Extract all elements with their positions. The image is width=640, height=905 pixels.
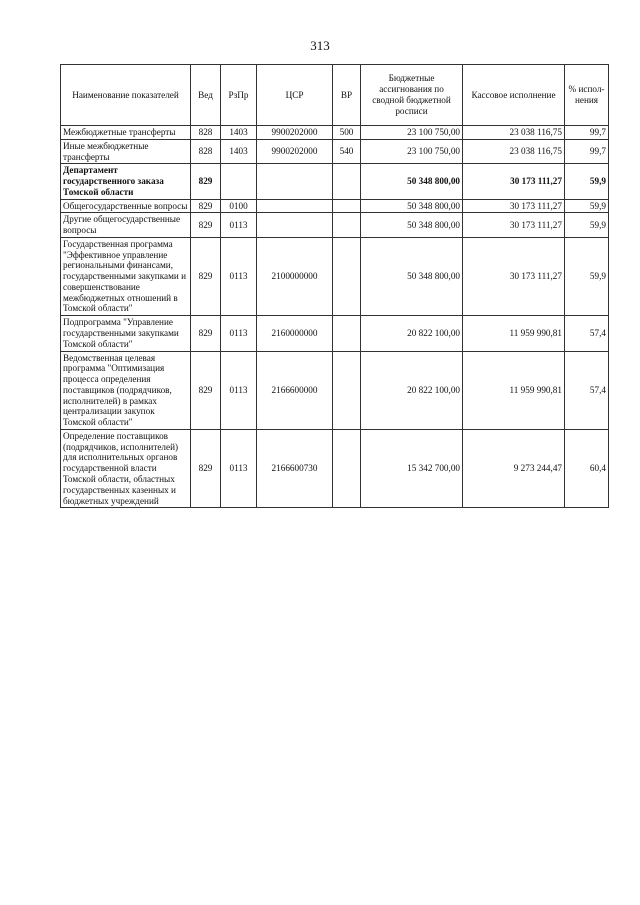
- header-name: Наименование показателей: [61, 65, 191, 126]
- table-header-row: [61, 65, 609, 126]
- row-csr: [257, 199, 333, 213]
- row-pct: 60,4: [565, 429, 609, 507]
- row-pct: 57,4: [565, 316, 609, 351]
- table-row: [61, 429, 609, 507]
- header-cash: Кассовое исполнение: [463, 65, 565, 126]
- row-rzpr: [221, 164, 257, 199]
- row-cash: 11 959 990,81: [463, 351, 565, 429]
- header-csr: ЦСР: [257, 65, 333, 126]
- header-pct: % испол-нения: [565, 65, 609, 126]
- row-rzpr: 0113: [221, 316, 257, 351]
- row-pct: 99,7: [565, 126, 609, 140]
- row-ved: 828: [191, 126, 221, 140]
- row-csr: [257, 213, 333, 238]
- page-number: 313: [310, 38, 330, 53]
- table-row: [61, 351, 609, 429]
- table-row: [61, 316, 609, 351]
- row-ved: 829: [191, 237, 221, 315]
- row-csr: 2166600730: [257, 429, 333, 507]
- row-vr: [333, 429, 361, 507]
- row-csr: 2160000000: [257, 316, 333, 351]
- row-cash: 23 038 116,75: [463, 126, 565, 140]
- row-rzpr: 1403: [221, 139, 257, 164]
- row-ved: 828: [191, 139, 221, 164]
- row-budget: 50 348 800,00: [361, 164, 463, 199]
- row-budget: 23 100 750,00: [361, 139, 463, 164]
- row-rzpr: 1403: [221, 126, 257, 140]
- table-row-department: [61, 164, 609, 199]
- row-name: Департамент государственного заказа Томской области: [61, 164, 191, 199]
- row-ved: 829: [191, 164, 221, 199]
- row-pct: 59,9: [565, 199, 609, 213]
- row-vr: 500: [333, 126, 361, 140]
- row-cash: 11 959 990,81: [463, 316, 565, 351]
- row-vr: [333, 351, 361, 429]
- row-budget: 50 348 800,00: [361, 213, 463, 238]
- table-row: [61, 139, 609, 164]
- row-name: Иные межбюджетные трансферты: [61, 139, 191, 164]
- row-vr: 540: [333, 139, 361, 164]
- row-ved: 829: [191, 316, 221, 351]
- row-cash: 30 173 111,27: [463, 199, 565, 213]
- header-vr: ВР: [333, 65, 361, 126]
- row-pct: 59,9: [565, 164, 609, 199]
- row-vr: [333, 213, 361, 238]
- row-budget: 23 100 750,00: [361, 126, 463, 140]
- table-row: [61, 199, 609, 213]
- table-row: [61, 237, 609, 315]
- row-budget: 50 348 800,00: [361, 199, 463, 213]
- header-ved: Вед: [191, 65, 221, 126]
- row-rzpr: 0113: [221, 429, 257, 507]
- row-vr: [333, 199, 361, 213]
- row-ved: 829: [191, 429, 221, 507]
- row-rzpr: 0113: [221, 237, 257, 315]
- row-vr: [333, 164, 361, 199]
- header-budget: Бюджетные ассигнования по сводной бюджетной росписи: [361, 65, 463, 126]
- table-row: [61, 126, 609, 140]
- row-csr: 9900202000: [257, 126, 333, 140]
- row-name: Ведомственная целевая программа "Оптимизация процесса определения поставщиков (подрядчиков, исполнителей) в рамках централизации закупок Томской области": [61, 351, 191, 429]
- row-name: Другие общегосударственные вопросы: [61, 213, 191, 238]
- row-rzpr: 0113: [221, 351, 257, 429]
- row-pct: 57,4: [565, 351, 609, 429]
- row-cash: 23 038 116,75: [463, 139, 565, 164]
- row-pct: 59,9: [565, 213, 609, 238]
- row-rzpr: 0100: [221, 199, 257, 213]
- row-csr: 2166600000: [257, 351, 333, 429]
- row-rzpr: 0113: [221, 213, 257, 238]
- row-ved: 829: [191, 199, 221, 213]
- table-row: [61, 213, 609, 238]
- row-name: Определение поставщиков (подрядчиков, исполнителей) для исполнительных органов государственной власти Томской области, областных государственных казенных и бюджетных учреждений: [61, 429, 191, 507]
- row-name: Межбюджетные трансферты: [61, 126, 191, 140]
- budget-execution-table: [60, 64, 609, 508]
- row-pct: 59,9: [565, 237, 609, 315]
- row-budget: 15 342 700,00: [361, 429, 463, 507]
- row-csr: 9900202000: [257, 139, 333, 164]
- row-csr: [257, 164, 333, 199]
- row-csr: 2100000000: [257, 237, 333, 315]
- row-budget: 20 822 100,00: [361, 316, 463, 351]
- row-ved: 829: [191, 351, 221, 429]
- row-name: Подпрограмма "Управление государственными закупками Томской области": [61, 316, 191, 351]
- row-cash: 9 273 244,47: [463, 429, 565, 507]
- row-vr: [333, 237, 361, 315]
- row-vr: [333, 316, 361, 351]
- row-budget: 20 822 100,00: [361, 351, 463, 429]
- row-cash: 30 173 111,27: [463, 213, 565, 238]
- header-rzpr: РзПр: [221, 65, 257, 126]
- row-budget: 50 348 800,00: [361, 237, 463, 315]
- row-ved: 829: [191, 213, 221, 238]
- row-name: Государственная программа "Эффективное управление региональными финансами, государственными закупками и совершенствование межбюджетных отношений в Томской области": [61, 237, 191, 315]
- row-pct: 99,7: [565, 139, 609, 164]
- row-name: Общегосударственные вопросы: [61, 199, 191, 213]
- row-cash: 30 173 111,27: [463, 237, 565, 315]
- row-cash: 30 173 111,27: [463, 164, 565, 199]
